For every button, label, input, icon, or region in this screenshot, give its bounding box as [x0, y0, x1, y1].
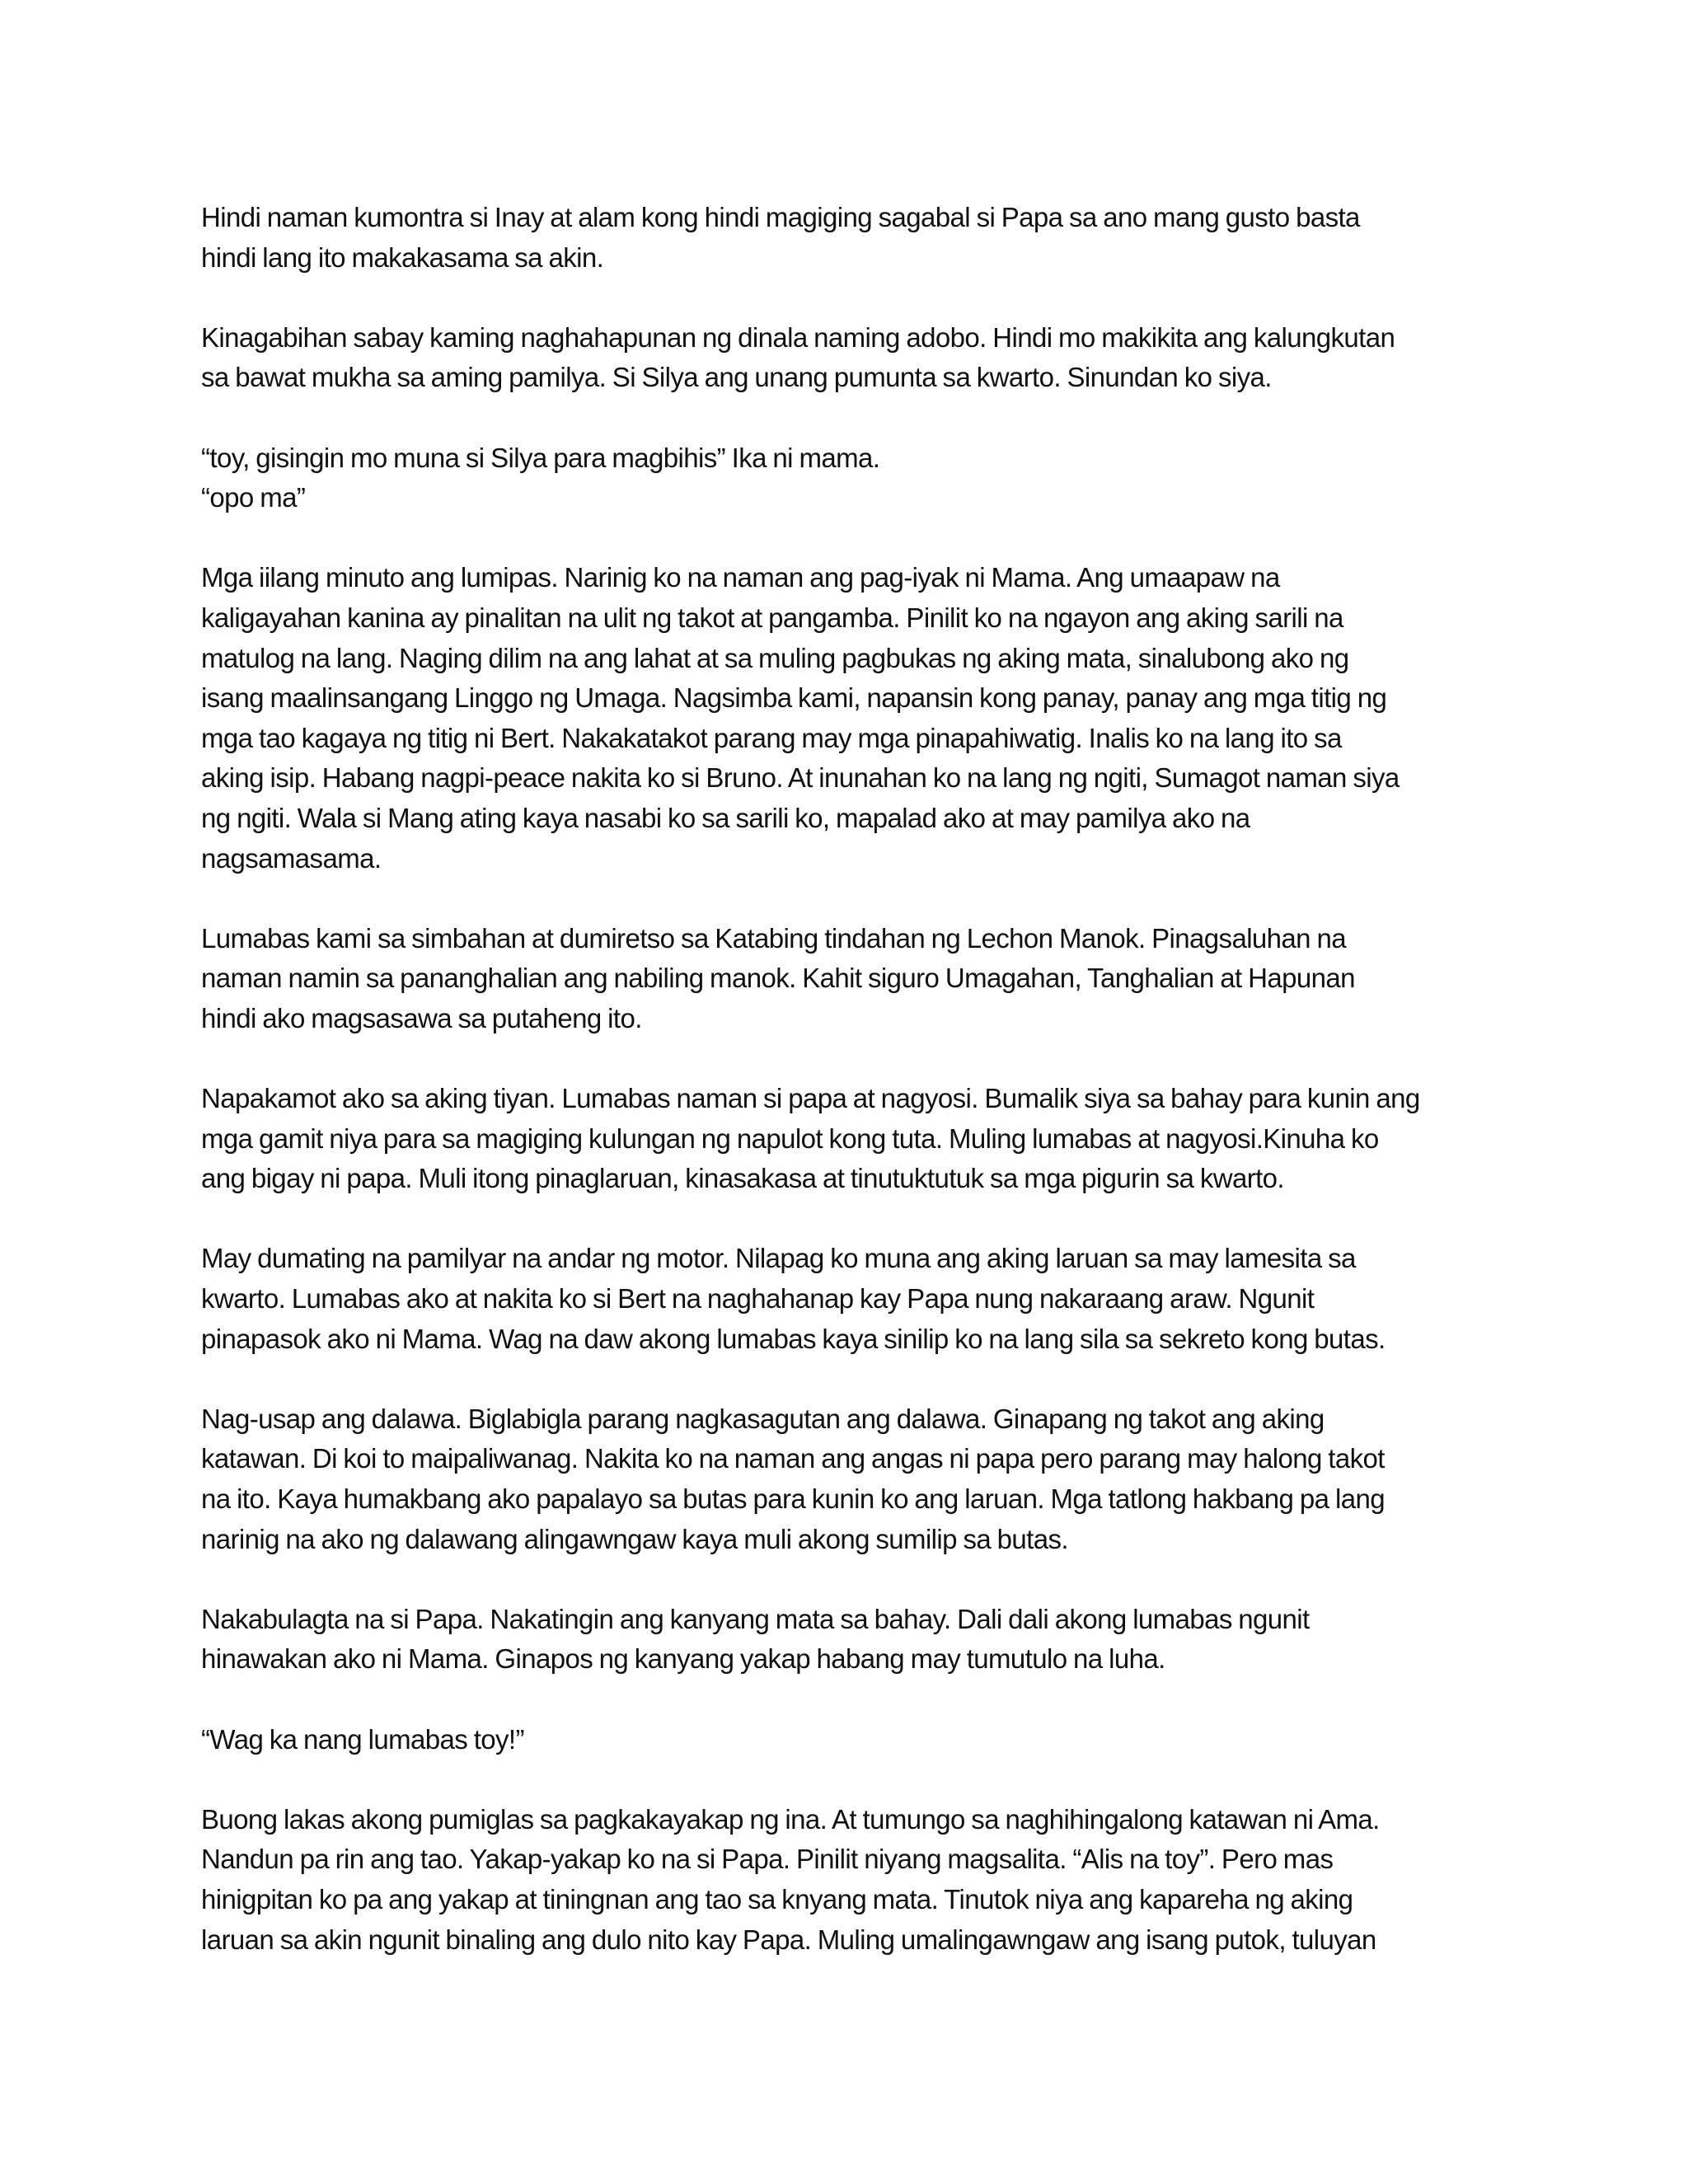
text-line: isang maalinsangang Linggo ng Umaga. Nagsimba kami, napansin kong panay, panay ang mga titig ng — [201, 682, 1387, 714]
text-line: Buong lakas akong pumiglas sa pagkakayakap ng ina. At tumungo sa naghihingalong katawan ni Ama. — [201, 1803, 1380, 1835]
text-line: hindi lang ito makakasama sa akin. — [201, 241, 604, 273]
paragraph — [201, 198, 1503, 278]
paragraph — [201, 1720, 1503, 1760]
text-line: mga tao kagaya ng titig ni Bert. Nakakatakot parang may mga pinapahiwatig. Inalis ko na lang ito sa — [201, 722, 1342, 753]
text-line: hinigpitan ko pa ang yakap at tiningnan ang tao sa knyang mata. Tinutok niya ang kapareha ng aking — [201, 1883, 1353, 1915]
text-line: Mga iilang minuto ang lumipas. Narinig ko na naman ang pag-iyak ni Mama. Ang umaapaw na — [201, 562, 1280, 593]
paragraph — [201, 438, 1503, 518]
text-line: Nandun pa rin ang tao. Yakap-yakap ko na si Papa. Pinilit niyang magsalita. “Alis na toy”. Pero mas — [201, 1844, 1334, 1875]
text-line: na ito. Kaya humakbang ako papalayo sa butas para kunin ko ang laruan. Mga tatlong hakbang pa lang — [201, 1483, 1385, 1514]
text-line: ng ngiti. Wala si Mang ating kaya nasabi ko sa sarili ko, mapalad ako at may pamilya ako na — [201, 802, 1250, 833]
paragraph — [201, 318, 1503, 398]
text-line: “Wag ka nang lumabas toy!” — [201, 1723, 524, 1755]
paragraph — [201, 1239, 1503, 1359]
text-line: mga gamit niya para sa magiging kulungan ng napulot kong tuta. Muling lumabas at nagyosi.Kinuha ko — [201, 1122, 1379, 1154]
text-line: Kinagabihan sabay kaming naghahapunan ng dinala naming adobo. Hindi mo makikita ang kalungkutan — [201, 321, 1395, 353]
text-line: kwarto. Lumabas ako at nakita ko si Bert na naghahanap kay Papa nung nakaraang araw. Ngunit — [201, 1283, 1315, 1315]
paragraph — [201, 1600, 1503, 1680]
text-line: laruan sa akin ngunit binaling ang dulo nito kay Papa. Muling umalingawngaw ang isang putok, tuluyan — [201, 1924, 1376, 1955]
text-line: Napakamot ako sa aking tiyan. Lumabas naman si papa at nagyosi. Bumalik siya sa bahay para kunin ang — [201, 1083, 1420, 1114]
text-line: naman namin sa pananghalian ang nabiling manok. Kahit siguro Umagahan, Tanghalian at Hapunan — [201, 963, 1355, 994]
text-line: Nag-usap ang dalawa. Biglabigla parang nagkasagutan ang dalawa. Ginapang ng takot ang aking — [201, 1403, 1325, 1434]
text-line: Nakabulagta na si Papa. Nakatingin ang kanyang mata sa bahay. Dali dali akong lumabas ngunit — [201, 1603, 1310, 1634]
paragraph — [201, 1800, 1503, 1960]
text-line: May dumating na pamilyar na andar ng motor. Nilapag ko muna ang aking laruan sa may lamesita sa — [201, 1243, 1356, 1274]
text-line: hindi ako magsasawa sa putaheng ito. — [201, 1002, 642, 1033]
text-line: hinawakan ako ni Mama. Ginapos ng kanyang yakap habang may tumutulo na luha. — [201, 1643, 1165, 1675]
text-line: pinapasok ako ni Mama. Wag na daw akong lumabas kaya sinilip ko na lang sila sa sekreto kong butas. — [201, 1323, 1386, 1354]
paragraph — [201, 1399, 1503, 1559]
text-line: kaligayahan kanina ay pinalitan na ulit ng takot at pangamba. Pinilit ko na ngayon ang aking sarili na — [201, 602, 1343, 633]
text-line: Hindi naman kumontra si Inay at alam kong hindi magiging sagabal si Papa sa ano mang gusto basta — [201, 202, 1360, 232]
text-line: “opo ma” — [201, 482, 306, 513]
text-line: katawan. Di koi to maipaliwanag. Nakita ko na naman ang angas ni papa pero parang may halong takot — [201, 1443, 1385, 1474]
document-body — [201, 198, 1503, 2000]
text-line: matulog na lang. Naging dilim na ang lahat at sa muling pagbukas ng aking mata, sinalubong ako ng — [201, 642, 1349, 673]
text-line: sa bawat mukha sa aming pamilya. Si Silya ang unang pumunta sa kwarto. Sinundan ko siya. — [201, 362, 1272, 393]
text-line: ang bigay ni papa. Muli itong pinaglaruan, kinasakasa at tinutuktutuk sa mga pigurin sa kwarto. — [201, 1163, 1285, 1194]
text-line: aking isip. Habang nagpi-peace nakita ko si Bruno. At inunahan ko na lang ng ngiti, Sumagot naman siya — [201, 762, 1400, 794]
text-line: “toy, gisingin mo muna si Silya para magbihis” Ika ni mama. — [201, 442, 880, 473]
text-line: narinig na ako ng dalawang alingawngaw kaya muli akong sumilip sa butas. — [201, 1523, 1068, 1554]
paragraph — [201, 558, 1503, 879]
paragraph — [201, 1079, 1503, 1199]
text-line: nagsamasama. — [201, 842, 382, 874]
paragraph — [201, 919, 1503, 1039]
text-line: Lumabas kami sa simbahan at dumiretso sa Katabing tindahan ng Lechon Manok. Pinagsaluhan na — [201, 922, 1347, 954]
